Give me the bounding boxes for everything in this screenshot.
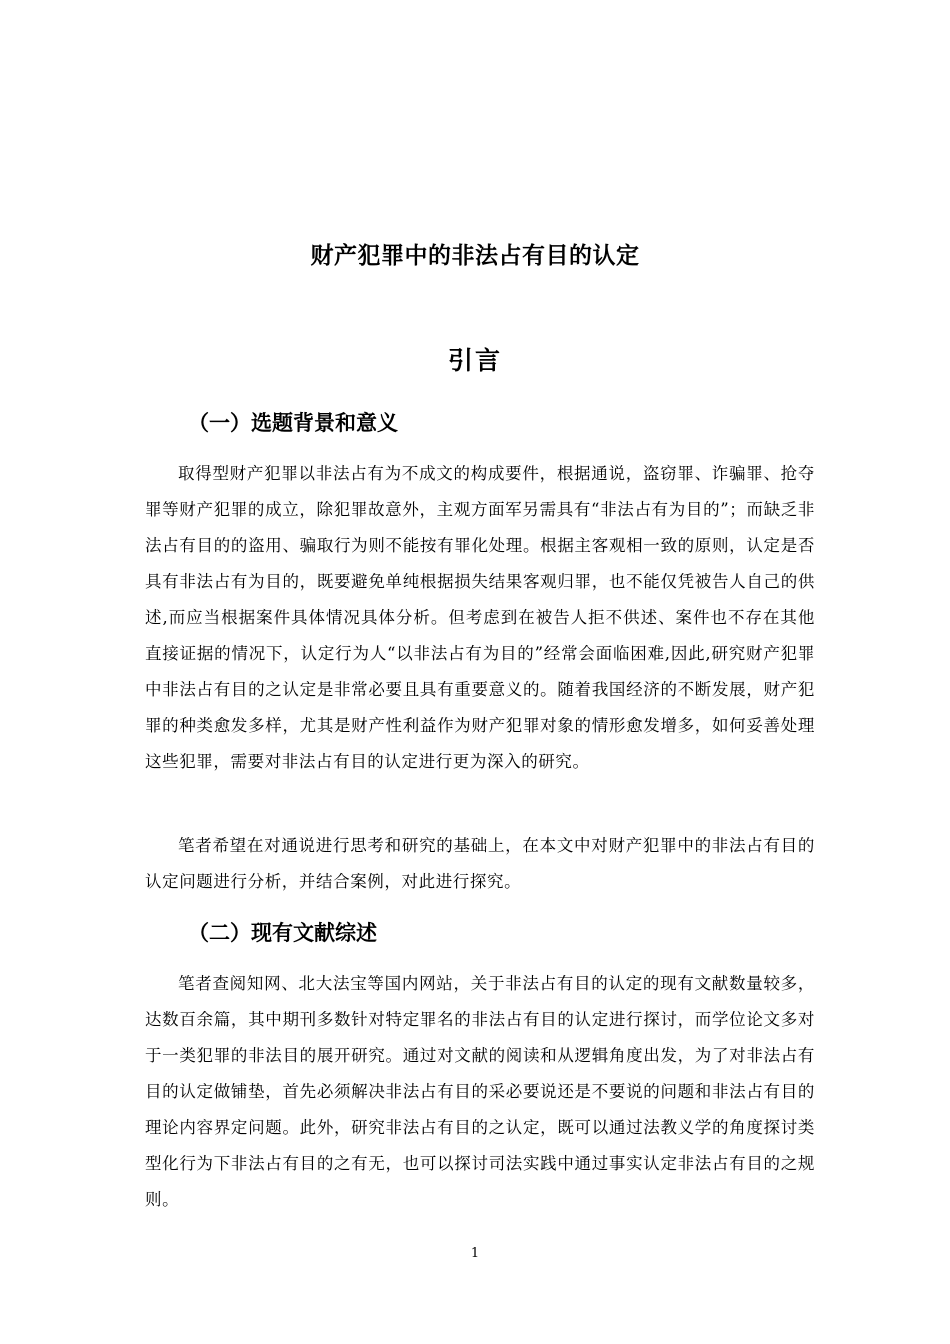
document-title: 财产犯罪中的非法占有目的认定 (310, 243, 640, 269)
section-heading-literature-review: （二）现有文献综述 (188, 921, 377, 945)
paragraph-author-intent: 笔者希望在对通说进行思考和研究的基础上，在本文中对财产犯罪中的非法占有目的认定问题进行分析，并结合案例，对此进行探究。 (145, 836, 815, 891)
paragraph-literature-review: 笔者查阅知网、北大法宝等国内网站，关于非法占有目的认定的现有文献数量较多，达数百余篇，其中期刊多数针对特定罪名的非法占有目的认定进行探讨，而学位论文多对于一类犯罪的非法目的展开研究。通过对文献的阅读和从逻辑角度出发，为了对非法占有目的认定做铺垫，首先必须解决非法占有目的采必要说还是不要说的问题和非法占有目的理论内容界定问题。此外，研究非法占有目的之认定，既可以通过法教义学的角度探讨类型化行为下非法占有目的之有无，也可以探讨司法实践中通过事实认定非法占有目的之规则。 (145, 974, 815, 1209)
chapter-heading: 引言 (447, 346, 502, 375)
paragraph-background-significance: 取得型财产犯罪以非法占有为不成文的构成要件，根据通说，盗窃罪、诈骗罪、抢夺罪等财产犯罪的成立，除犯罪故意外，主观方面军另需具有“非法占有为目的”；而缺乏非法占有目的的盗用、骗取行为则不能按有罪化处理。根据主客观相一致的原则，认定是否具有非法占有为目的，既要避免单纯根据损失结果客观归罪，也不能仅凭被告人自己的供述,而应当根据案件具体情况具体分析。但考虑到在被告人拒不供述、案件也不存在其他直接证据的情况下，认定行为人“以非法占有为目的”经常会面临困难,因此,研究财产犯罪中非法占有目的之认定是非常必要且具有重要意义的。随着我国经济的不断发展，财产犯罪的种类愈发多样，尤其是财产性利益作为财产犯罪对象的情形愈发增多，如何妥善处理这些犯罪，需要对非法占有目的认定进行更为深入的研究。 (145, 464, 815, 771)
page-number: 1 (470, 1246, 480, 1261)
section-heading-background: （一）选题背景和意义 (188, 411, 398, 435)
